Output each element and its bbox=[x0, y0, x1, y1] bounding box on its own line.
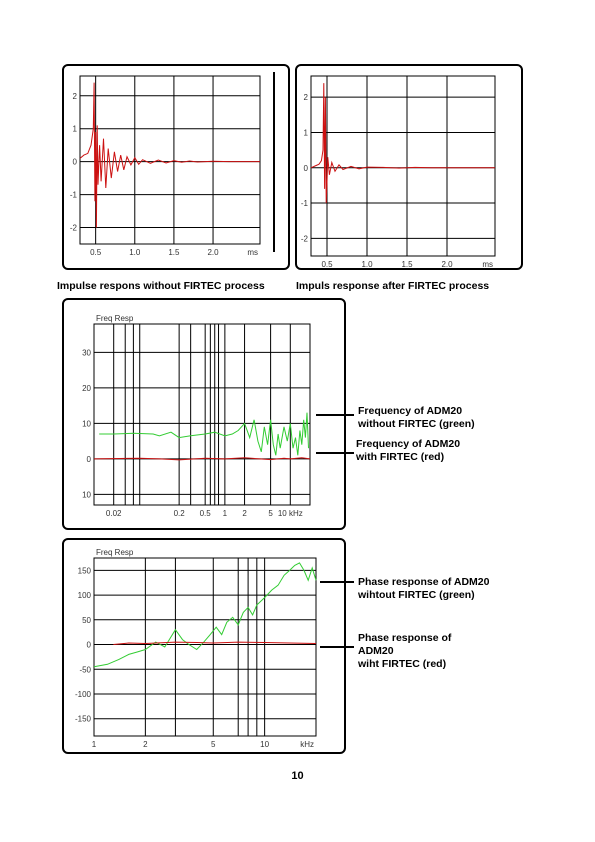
y-tick-label: -1 bbox=[69, 190, 77, 200]
y-tick-label: 30 bbox=[82, 348, 91, 358]
x-tick-label: 2 bbox=[143, 740, 148, 749]
x-tick-label: 5 bbox=[211, 740, 216, 749]
freq-green-caption-line2: without FIRTEC (green) bbox=[358, 418, 475, 430]
x-tick-label: 10 bbox=[260, 740, 270, 749]
x-axis-label: kHz bbox=[300, 740, 314, 749]
phase-red-caption-line3: wiht FIRTEC (red) bbox=[358, 658, 447, 670]
y-tick-label: 2 bbox=[303, 93, 308, 103]
y-tick-label: -150 bbox=[74, 714, 91, 724]
freq-red-caption bbox=[356, 438, 460, 464]
y-tick-label: 1 bbox=[303, 128, 308, 138]
freq-response-chart bbox=[64, 300, 344, 528]
impulse-after-chart-frame bbox=[295, 64, 523, 270]
phase-green-caption-line2: wihtout FIRTEC (green) bbox=[358, 589, 475, 601]
phase-green-pointer bbox=[320, 581, 354, 583]
chart-title: Freq Resp bbox=[96, 548, 134, 557]
y-tick-label: -2 bbox=[300, 234, 308, 244]
impulse-after-caption: Impuls response after FIRTEC process bbox=[296, 280, 490, 292]
y-tick-label: 0 bbox=[86, 454, 91, 464]
y-tick-label: 50 bbox=[82, 615, 91, 625]
y-tick-label: -100 bbox=[74, 689, 91, 699]
x-tick-label: 1.0 bbox=[361, 260, 373, 268]
phase-green-caption bbox=[358, 576, 490, 602]
y-tick-label: 10 bbox=[82, 490, 91, 500]
phase-green-caption-line1: Phase response of ADM20 bbox=[358, 576, 490, 588]
plot-area bbox=[80, 76, 260, 244]
chart-title: Freq Resp bbox=[96, 314, 134, 323]
x-axis-label: ms bbox=[247, 248, 258, 257]
x-tick-label: 0.5 bbox=[199, 509, 211, 518]
x-tick-label: 1.0 bbox=[129, 248, 141, 257]
y-tick-label: 150 bbox=[77, 566, 91, 576]
x-tick-label: 2.0 bbox=[441, 260, 453, 268]
x-axis-label: ms bbox=[482, 260, 493, 268]
y-tick-label: 2 bbox=[72, 91, 77, 101]
x-tick-label: 1.5 bbox=[401, 260, 413, 268]
x-tick-label: 2 bbox=[242, 509, 247, 518]
page-number: 10 bbox=[291, 770, 304, 782]
x-tick-label: 0.5 bbox=[90, 248, 102, 257]
phase-red-pointer bbox=[320, 646, 354, 648]
freq-green-caption-line1: Frequency of ADM20 bbox=[358, 405, 463, 417]
y-tick-label: 0 bbox=[303, 163, 308, 173]
phase-red-caption-line2: ADM20 bbox=[358, 645, 394, 657]
x-tick-label: 1 bbox=[91, 740, 97, 749]
freq-red-caption-line1: Frequency of ADM20 bbox=[356, 438, 461, 450]
phase-red-caption bbox=[358, 632, 451, 671]
x-tick-label: 0.02 bbox=[105, 509, 122, 518]
y-tick-label: -50 bbox=[79, 665, 91, 675]
x-tick-label: 2.0 bbox=[207, 248, 219, 257]
y-tick-label: -1 bbox=[300, 199, 308, 209]
impulse-without-caption: Impulse respons without FIRTEC process bbox=[57, 280, 265, 292]
impulse-after-chart bbox=[297, 66, 521, 268]
plot-area bbox=[94, 558, 316, 736]
y-tick-label: 1 bbox=[72, 124, 77, 134]
y-tick-label: 0 bbox=[72, 157, 77, 167]
plot-area bbox=[94, 324, 310, 505]
phase-red-caption-line1: Phase response of bbox=[358, 632, 452, 644]
y-tick-label: 100 bbox=[77, 591, 91, 601]
y-tick-label: 10 bbox=[82, 419, 91, 429]
x-tick-label: 0.2 bbox=[173, 509, 185, 518]
y-tick-label: 20 bbox=[82, 383, 91, 393]
x-tick-label: 5 bbox=[268, 509, 273, 518]
freq-red-pointer bbox=[316, 452, 354, 454]
y-tick-label: -2 bbox=[69, 223, 77, 233]
phase-response-chart bbox=[64, 540, 344, 752]
x-tick-label: 1.5 bbox=[168, 248, 180, 257]
freq-red-caption-line2: with FIRTEC (red) bbox=[356, 451, 445, 463]
impulse-without-chart-frame bbox=[62, 64, 290, 270]
x-tick-label: 0.5 bbox=[321, 260, 333, 268]
impulse-without-chart bbox=[64, 66, 288, 268]
freq-green-pointer bbox=[316, 414, 354, 416]
x-tick-label: 1 bbox=[222, 509, 228, 518]
y-tick-label: 0 bbox=[86, 640, 91, 650]
phase-response-chart-frame bbox=[62, 538, 346, 754]
x-tick-label: 10 kHz bbox=[277, 509, 303, 518]
freq-green-caption bbox=[358, 405, 475, 431]
freq-response-chart-frame bbox=[62, 298, 346, 530]
